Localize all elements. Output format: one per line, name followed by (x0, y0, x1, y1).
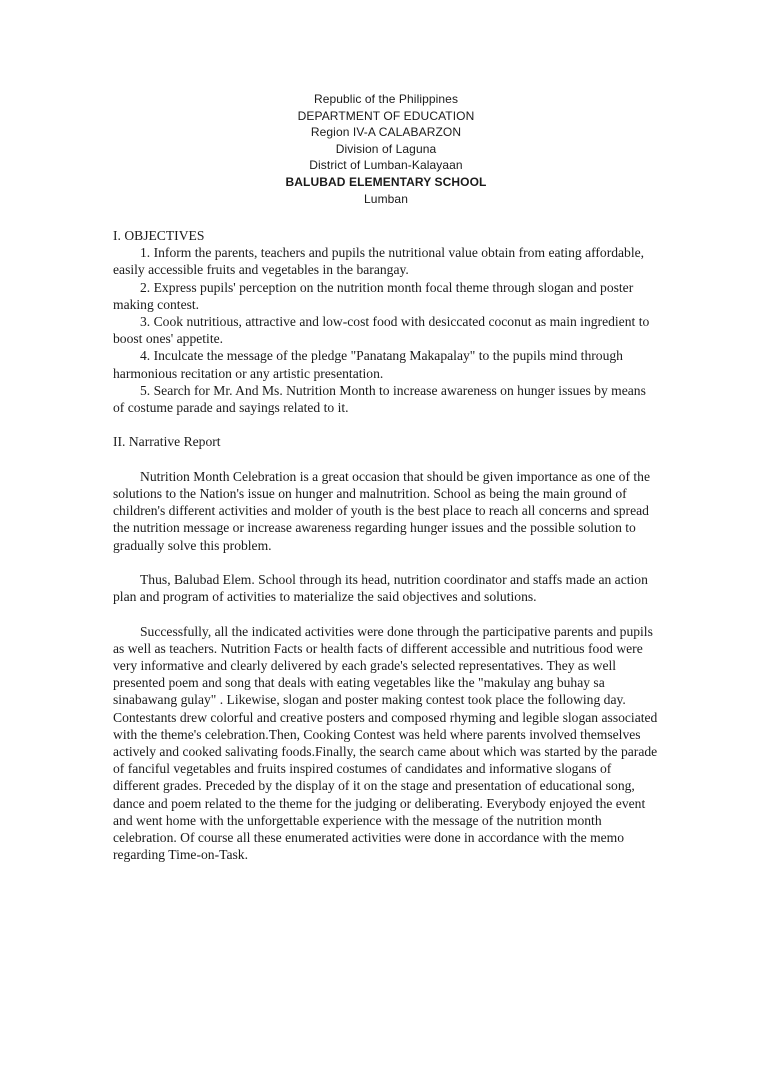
section-spacer (113, 416, 658, 433)
letterhead-department: DEPARTMENT OF EDUCATION (297, 108, 475, 123)
section-spacer (113, 451, 658, 468)
letterhead-region: Region IV-A CALABARZON (310, 125, 462, 140)
letterhead (0, 91, 768, 207)
paragraph-spacer (113, 605, 658, 622)
narrative-paragraph-3: Successfully, all the indicated activities were done through the participative parents and pupils as well as teachers. Nutrition Facts or health facts of different accessible and nutritious food were very informative and clearly delivered by each grade's selected representatives. They as well presented poem and song that deals with eating vegetables like the "makulay ang buhay sa sinabawang gulay" . Likewise, slogan and poster making contest took place the following day. Contestants drew colorful and creative posters and composed rhyming and legible slogan associated with the theme's celebration.Then, Cooking Contest was held where parents involved themselves actively and cooked salivating foods.Finally, the search came about which was started by the parade of fanciful vegetables and fruits inspired costumes of candidates and informative slogans of different grades. Preceded by the display of it on the stage and presentation of educational song, dance and poem related to the theme for the judging or deliberating. Everybody enjoyed the event and went home with the unforgettable experience with the message of the nutrition month celebration. Of course all these enumerated activities were done in accordance with the memo regarding Time-on-Task. (113, 623, 658, 863)
objective-item-4: 4. Inculcate the message of the pledge "Panatang Makapalay" to the pupils mind through harmonious recitation or any artistic presentation. (113, 348, 623, 381)
letterhead-town: Lumban (364, 191, 408, 206)
objective-item-2: 2. Express pupils' perception on the nutrition month focal theme through slogan and poster making contest. (113, 279, 634, 312)
objective-item-5: 5. Search for Mr. And Ms. Nutrition Month to increase awareness on hunger issues by means of costume parade and sayings related to it. (113, 382, 646, 416)
letterhead-republic: Republic of the Philippines (313, 92, 459, 106)
objective-item-3: 3. Cook nutritious, attractive and low-cost food with desiccated coconut as main ingredient to boost ones' appetite. (113, 314, 650, 347)
letterhead-school-name: BALUBAD ELEMENTARY SCHOOL (285, 174, 487, 189)
letterhead-district: District of Lumban-Kalayaan (309, 158, 463, 173)
narrative-heading: II. Narrative Report (113, 434, 221, 450)
paragraph-spacer (113, 554, 658, 571)
document-body (113, 227, 658, 863)
narrative-paragraph-1: Nutrition Month Celebration is a great occasion that should be given importance as one of the solutions to the Nation's issue on hunger and malnutrition. School as being the main ground of children's different activities and molder of youth is the best place to reach all concerns and spread the nutrition message or increase awareness regarding hunger issues and the possible solution to gradually solve this problem. (113, 468, 651, 553)
letterhead-division: Division of Laguna (335, 141, 437, 156)
narrative-paragraph-2: Thus, Balubad Elem. School through its head, nutrition coordinator and staffs made an action plan and program of activities to materialize the said objectives and solutions. (113, 572, 648, 605)
objectives-heading: I. OBJECTIVES (113, 228, 205, 243)
objective-item-1: 1. Inform the parents, teachers and pupils the nutritional value obtain from eating affordable, easily accessible fruits and vegetables in the barangay. (113, 245, 645, 278)
